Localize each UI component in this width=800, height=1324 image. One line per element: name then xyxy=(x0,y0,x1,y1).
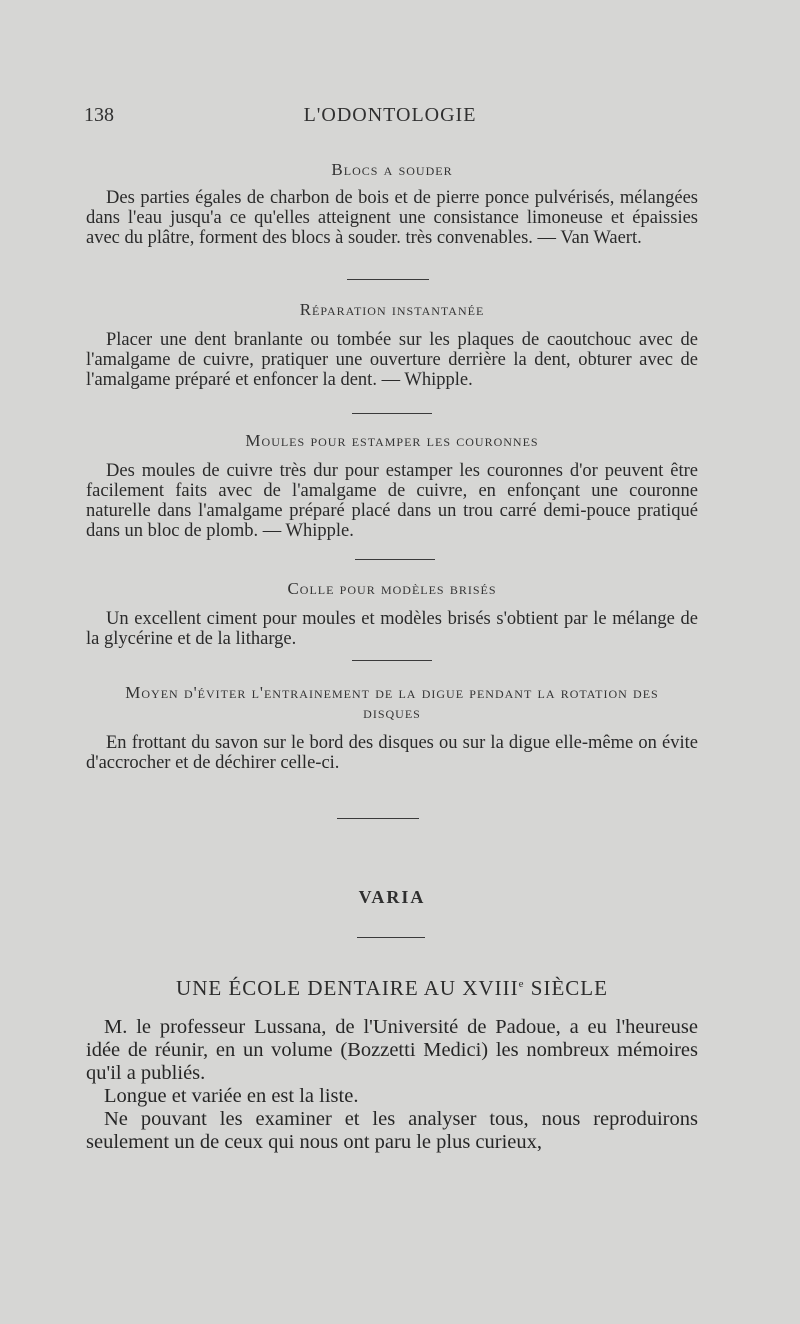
section-heading: Blocs a souder xyxy=(331,160,453,179)
varia-heading: VARIA xyxy=(358,887,426,907)
section-blocs-a-souder xyxy=(86,160,698,248)
section-text: Des moules de cuivre très dur pour estamper les couronnes d'or peuvent être facilement faits avec de l'amalgame de cuivre, en enfonçant une couronne naturelle dans l'amalgame préparé placé dans un trou carré demi-pouce pratiqué dans un bloc de plomb. — Whipple. xyxy=(86,461,698,541)
section-divider xyxy=(347,279,429,280)
section-moules xyxy=(86,431,698,541)
page-number: 138 xyxy=(84,104,114,126)
section-colle xyxy=(86,579,698,649)
section-text: En frottant du savon sur le bord des disques ou sur la digue elle-même on évite d'accrocher et de déchirer celle-ci. xyxy=(86,733,698,773)
article-paragraph: M. le professeur Lussana, de l'Université de Padoue, a eu l'heureuse idée de réunir, en un volume (Bozzetti Medici) les nombreux mémoires qu'il a publiés. xyxy=(86,1016,698,1084)
section-moyen xyxy=(86,683,698,773)
article-paragraph: Ne pouvant les examiner et les analyser tous, nous reproduirons seulement un de ceux qui nous ont paru le plus curieux, xyxy=(86,1108,698,1153)
section-text: Placer une dent branlante ou tombée sur les plaques de caoutchouc avec de l'amalgame de cuivre, pratiquer une ouverture derrière la dent, obturer avec de l'amalgame préparé et enfoncer la dent. — Whipple. xyxy=(86,330,698,390)
journal-title: L'ODONTOLOGIE xyxy=(303,104,477,126)
article-title-end: SIÈCLE xyxy=(524,976,608,1000)
running-head xyxy=(84,104,696,130)
article-paragraph: Longue et variée en est la liste. xyxy=(104,1085,359,1107)
section-heading: Moyen d'éviter l'entrainement de la digue pendant la rotation des disques xyxy=(125,683,659,722)
section-divider xyxy=(337,818,419,819)
section-divider xyxy=(355,559,435,560)
article-title-sup: e xyxy=(518,978,525,990)
section-divider xyxy=(352,660,432,661)
section-divider xyxy=(352,413,432,414)
section-divider xyxy=(357,937,425,938)
article-title-main: UNE ÉCOLE DENTAIRE AU XVIII xyxy=(176,976,519,1000)
article-title xyxy=(86,976,698,1001)
article-body xyxy=(86,1016,698,1154)
section-heading: Moules pour estamper les couronnes xyxy=(245,431,539,450)
section-heading: Réparation instantanée xyxy=(299,300,485,319)
section-reparation xyxy=(86,300,698,390)
section-text: Un excellent ciment pour moules et modèles brisés s'obtient par le mélange de la glycérine et de la litharge. xyxy=(86,609,698,649)
section-text: Des parties égales de charbon de bois et de pierre ponce pulvérisés, mélangées dans l'eau jusqu'a ce qu'elles atteignent une consistance limoneuse et épaissies avec du plâtre, forment des blocs à souder. très convenables. — Van Waert. xyxy=(86,188,698,248)
section-heading: Colle pour modèles brisés xyxy=(287,579,497,598)
